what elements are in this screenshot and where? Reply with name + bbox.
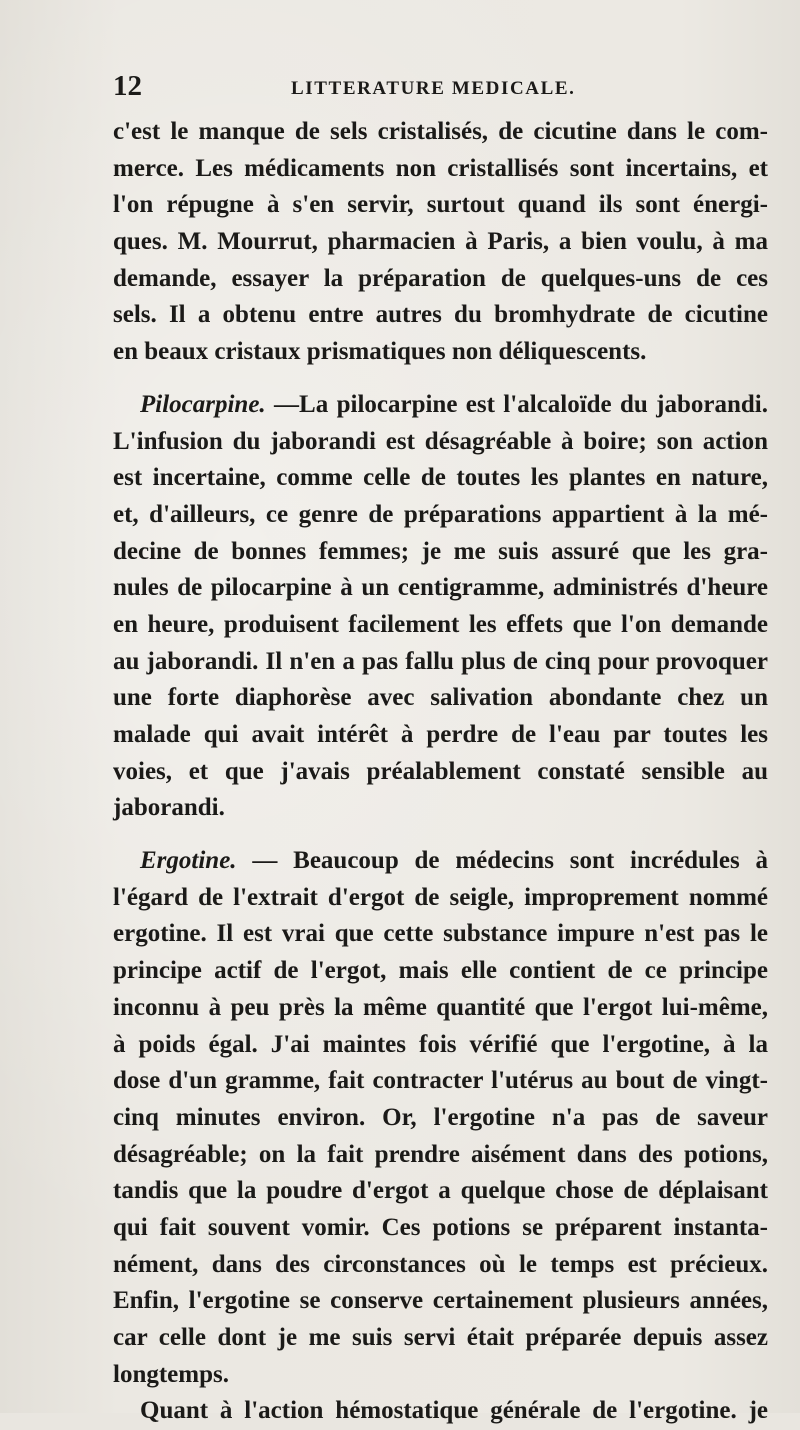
paragraph-ergotine — [113, 843, 768, 1393]
text-line: est incertaine, comme celle de toutes les plantes en nature, — [113, 464, 768, 492]
text-line: cinq minutes environ. Or, l'ergotine n'a pas de saveur — [113, 1103, 768, 1131]
text-line — [113, 387, 768, 424]
text-line: à poids égal. J'ai maintes fois vérifié que l'ergotine, à la — [113, 1030, 768, 1058]
section-lead-text: —La pilocarpine est l'alcaloïde du jaborandi. — [265, 390, 768, 418]
text-line: et, d'ailleurs, ce genre de préparations appartient à la mé- — [113, 500, 768, 528]
paragraph-cicutine — [113, 114, 768, 371]
text-line: voies, et que j'avais préalablement constaté sensible au — [113, 757, 768, 785]
text-line: ques. M. Mourrut, pharmacien à Paris, a bien voulu, à ma — [113, 228, 768, 256]
text-line: en beaux cristaux prismatiques non déliquescents. — [113, 338, 647, 366]
text-line: longtemps. — [113, 1360, 229, 1388]
text-line: merce. Les médicaments non cristallisés sont incertains, et — [113, 154, 768, 182]
text-line: l'on répugne à s'en servir, surtout quand ils sont énergi- — [113, 191, 768, 219]
text-line: nules de pilocarpine à un centigramme, administrés d'heure — [113, 574, 768, 602]
paragraph-hemostatic — [113, 1393, 768, 1430]
running-title: LITTERATURE MEDICALE. — [291, 78, 576, 99]
text-line: au jaborandi. Il n'en a pas fallu plus de cinq pour provoquer — [113, 647, 768, 675]
body-text — [113, 114, 768, 1430]
text-line — [113, 843, 768, 880]
section-term: Ergotine. — [140, 847, 237, 875]
text-line: dose d'un gramme, fait contracter l'utérus au bout de vingt- — [113, 1067, 768, 1095]
text-line: ergotine. Il est vrai que cette substance impure n'est pas le — [113, 920, 768, 948]
paragraph-pilocarpine — [113, 387, 768, 827]
section-lead-text: — Beaucoup de médecins sont incrédules à — [236, 847, 768, 875]
section-term: Pilocarpine. — [140, 390, 266, 418]
text-line: L'infusion du jaborandi est désagréable à boire; son action — [113, 427, 768, 455]
text-line: l'égard de l'extrait d'ergot de seigle, improprement nommé — [113, 883, 768, 911]
text-line: c'est le manque de sels cristalisés, de cicutine dans le com- — [113, 118, 768, 145]
text-line: malade qui avait intérêt à perdre de l'eau par toutes les — [113, 721, 768, 748]
text-line: désagréable; on la fait prendre aisément dans des potions, — [113, 1140, 768, 1168]
text-line: Quant à l'action hémostatique générale de l'ergotine. je — [140, 1397, 768, 1425]
text-line: Enfin, l'ergotine se conserve certainement plusieurs années, — [113, 1287, 768, 1315]
text-line: jaborandi. — [113, 794, 225, 822]
text-line: inconnu à peu près la même quantité que l'ergot lui-même, — [113, 993, 768, 1021]
page-header — [113, 70, 768, 110]
text-line: principe actif de l'ergot, mais elle contient de ce principe — [113, 957, 768, 985]
text-line: tandis que la poudre d'ergot a quelque chose de déplaisant — [113, 1177, 768, 1205]
paragraph-gap — [113, 371, 768, 387]
text-line: nément, dans des circonstances où le temps est précieux. — [113, 1250, 768, 1278]
text-line: demande, essayer la préparation de quelques-uns de ces — [113, 264, 768, 292]
text-line: en heure, produisent facilement les effets que l'on demande — [113, 610, 768, 638]
text-line: decine de bonnes femmes; je me suis assuré que les gra- — [113, 537, 768, 565]
text-line: qui fait souvent vomir. Ces potions se préparent instanta- — [113, 1213, 768, 1241]
paragraph-gap — [113, 827, 768, 843]
text-line: sels. Il a obtenu entre autres du bromhydrate de cicutine — [113, 301, 768, 329]
text-line: car celle dont je me suis servi était préparée depuis assez — [113, 1324, 768, 1351]
text-line: une forte diaphorèse avec salivation abondante chez un — [113, 684, 768, 712]
page-number: 12 — [113, 70, 142, 102]
